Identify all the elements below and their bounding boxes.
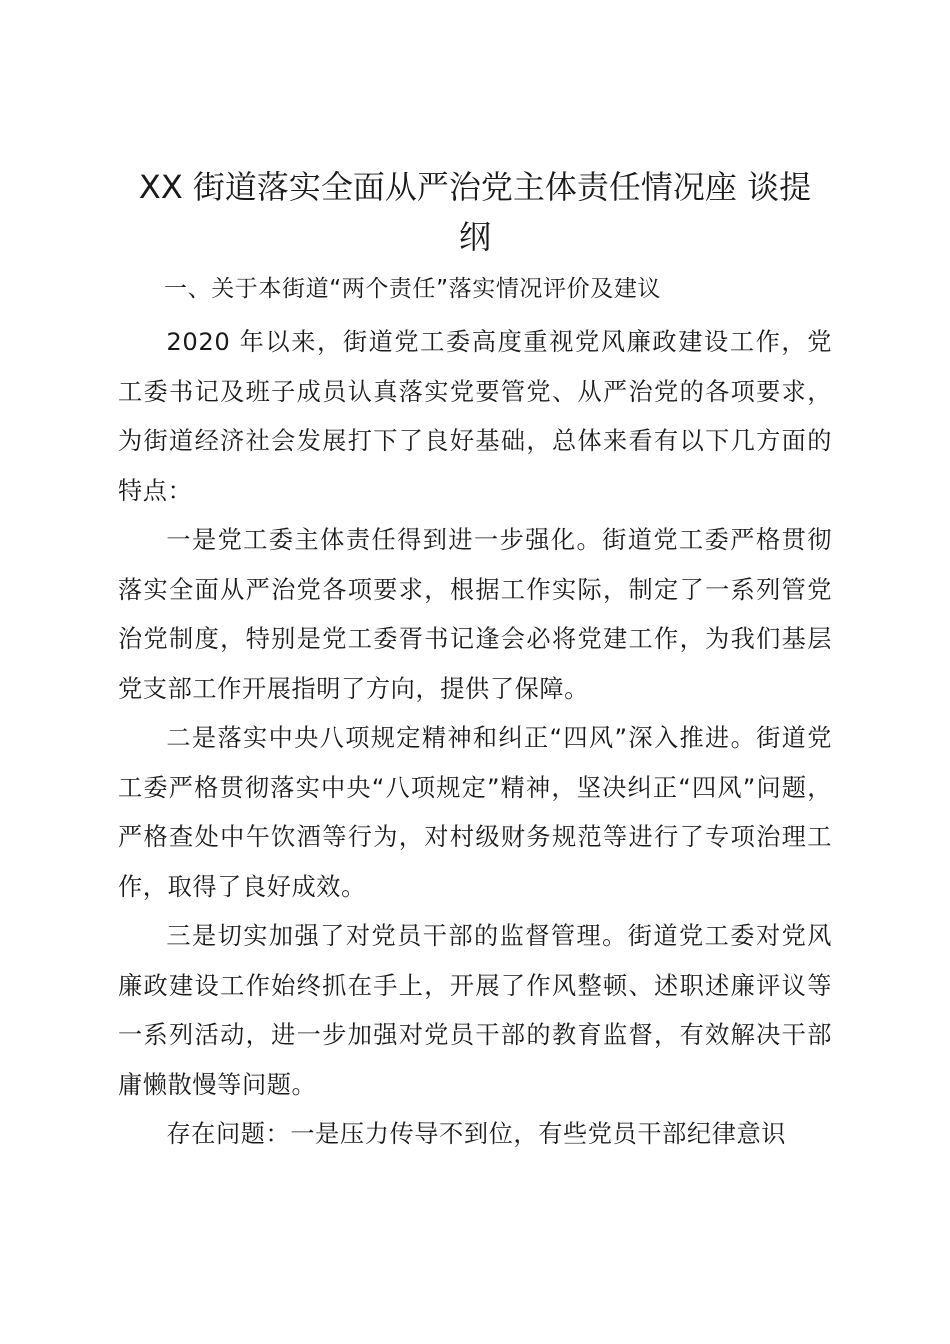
paragraph-point-one: 一是党工委主体责任得到进一步强化。街道党工委严格贯彻落实全面从严治党各项要求，根据工作实际，制定了一系列管党治党制度，特别是党工委胥书记逢会必将党建工作，为我们基层党支部工作开展指明了方向，提供了保障。 [118,526,832,703]
paragraph-problems: 存在问题：一是压力传导不到位，有些党员干部纪律意识 [166,1120,787,1148]
paragraph-intro: 2020 年以来，街道党工委高度重视党风廉政建设工作，党工委书记及班子成员认真落实党要管党、从严治党的各项要求，为街道经济社会发展打下了良好基础，总体来看有以下几方面的特点： [118,328,832,505]
document-title: XX 街道落实全面从严治党主体责任情况座 谈提 纲 [138,168,812,256]
section-heading: 一、关于本街道“两个责任”落实情况评价及建议 [164,276,662,302]
paragraph-point-three: 三是切实加强了对党员干部的监督管理。街道党工委对党风廉政建设工作始终抓在手上，开展了作风整顿、述职述廉评议等一系列活动，进一步加强对党员干部的教育监督，有效解决干部庸懒散慢等问题。 [118,922,832,1099]
document-body [118,268,832,1160]
paragraph-point-two: 二是落实中央八项规定精神和纠正“四风”深入推进。街道党工委严格贯彻落实中央“八项规定”精神，坚决纠正“四风”问题，严格查处中午饮酒等行为，对村级财务规范等进行了专项治理工作，取得了良好成效。 [118,724,832,901]
